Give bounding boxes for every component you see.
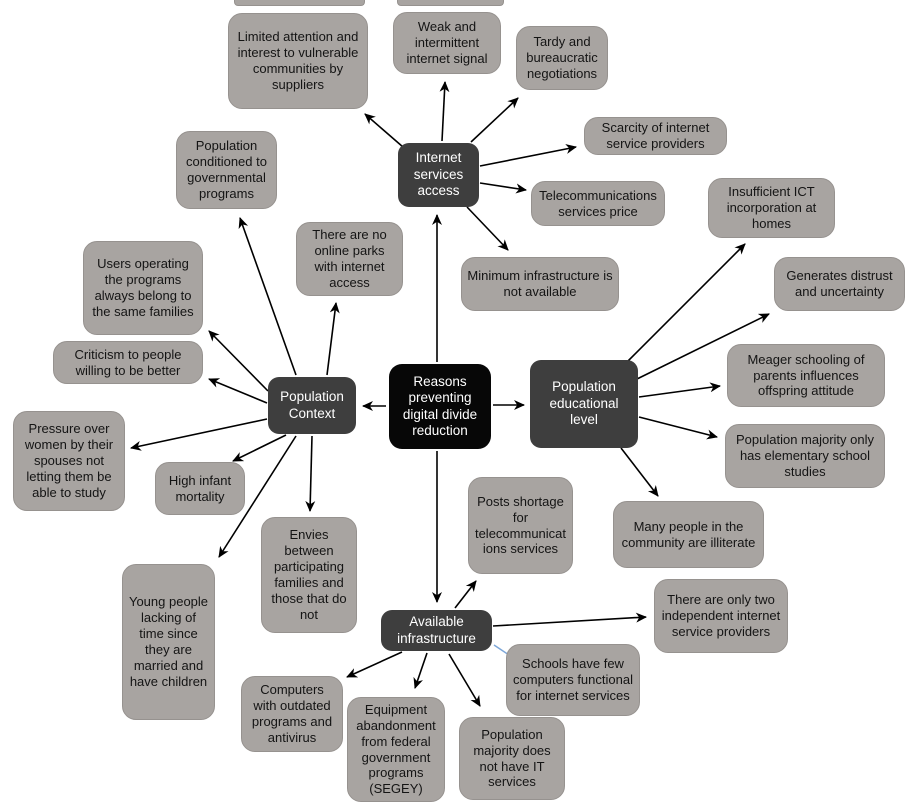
node-two-providers: There are only two independent internet service providers	[654, 579, 788, 653]
clipped-box-top-right	[397, 0, 504, 6]
edge-infra-posts-shortage	[455, 581, 476, 608]
edge-edu-insufficient-ict	[628, 244, 745, 361]
node-population-context: Population Context	[268, 377, 356, 434]
node-meager-schooling: Meager schooling of parents influences offspring attitude	[727, 344, 885, 407]
node-population-conditioned: Population conditioned to governmental programs	[176, 131, 277, 209]
node-telecom-price: Telecommunications services price	[531, 181, 665, 226]
edge-infra-two-providers	[493, 617, 646, 626]
node-many-illiterate: Many people in the community are illiterate	[613, 501, 764, 568]
node-tardy-negotiations: Tardy and bureaucratic negotiations	[516, 26, 608, 90]
node-available-infrastructure: Available infrastructure	[381, 610, 492, 651]
node-high-infant-mortality: High infant mortality	[155, 462, 245, 515]
edge-internet-minimum-infra	[467, 207, 508, 250]
node-pressure-women: Pressure over women by their spouses not letting them be able to study	[13, 411, 125, 511]
edge-edu-illiterate	[621, 448, 658, 496]
node-users-same-families: Users operating the programs always belong to the same families	[83, 241, 203, 335]
node-criticism-people: Criticism to people willing to be better	[53, 341, 203, 384]
node-envies-families: Envies between participating families and those that do not	[261, 517, 357, 633]
edge-context-pressure-women	[131, 419, 267, 448]
node-internet-services-access: Internet services access	[398, 143, 479, 207]
edge-context-conditioned	[240, 218, 296, 375]
node-generates-distrust: Generates distrust and uncertainty	[774, 257, 905, 311]
node-minimum-infrastructure: Minimum infrastructure is not available	[461, 257, 619, 311]
node-center-reasons: Reasons preventing digital divide reduction	[389, 364, 491, 449]
edge-edu-meager-schooling	[639, 386, 720, 397]
edge-infra-computers-outdated	[347, 652, 402, 677]
edge-context-infant-mortality	[233, 435, 286, 461]
edge-context-criticism	[209, 379, 267, 403]
node-schools-few-computers: Schools have few computers functional for internet services	[506, 644, 640, 716]
node-insufficient-ict: Insufficient ICT incorporation at homes	[708, 178, 835, 238]
node-young-people: Young people lacking of time since they are married and have children	[122, 564, 215, 720]
node-computers-outdated: Computers with outdated programs and antivirus	[241, 676, 343, 752]
edge-context-envies	[310, 436, 312, 511]
node-population-educational-level: Population educational level	[530, 360, 638, 448]
node-no-online-parks: There are no online parks with internet access	[296, 222, 403, 296]
edge-internet-weak-signal	[442, 82, 445, 141]
edge-internet-scarcity	[480, 147, 576, 166]
edge-infra-equipment	[415, 653, 427, 688]
node-limited-attention: Limited attention and interest to vulnerable communities by suppliers	[228, 13, 368, 109]
edge-edu-elementary	[639, 417, 717, 437]
node-posts-shortage: Posts shortage for telecommunications services	[468, 477, 573, 574]
edge-internet-tardy	[471, 98, 518, 142]
edge-internet-limited-attention	[365, 114, 403, 147]
node-elementary-studies: Population majority only has elementary school studies	[725, 424, 885, 488]
node-population-no-it: Population majority does not have IT services	[459, 717, 565, 800]
node-scarcity-providers: Scarcity of internet service providers	[584, 117, 727, 155]
clipped-box-top-left	[234, 0, 365, 6]
edge-internet-telecom-price	[480, 183, 526, 190]
edge-infra-no-it	[449, 654, 480, 706]
edge-context-online-parks	[327, 303, 336, 375]
node-equipment-abandonment: Equipment abandonment from federal government programs (SEGEY)	[347, 697, 445, 802]
node-weak-signal: Weak and intermittent internet signal	[393, 12, 501, 74]
